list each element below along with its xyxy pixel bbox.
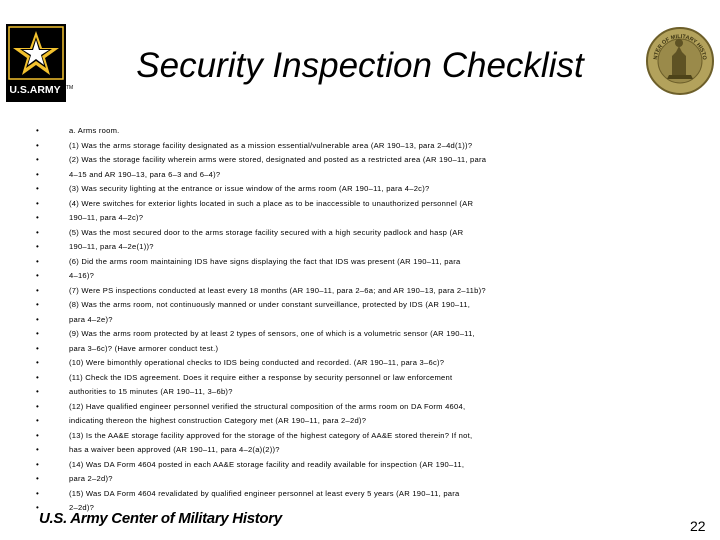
checklist-item	[36, 298, 546, 313]
checklist-item	[36, 269, 546, 284]
bullet-icon: •	[36, 126, 40, 135]
checklist-item	[36, 443, 546, 458]
footer-title: U.S. Army Center of Military History	[39, 510, 282, 527]
checklist-item-text: (12) Have qualified engineer personnel verified the structural composition of the arms room on DA Form 4604,	[69, 401, 466, 411]
bullet-icon: •	[36, 416, 40, 425]
checklist	[36, 124, 546, 516]
checklist-item	[36, 139, 546, 154]
checklist-item	[36, 458, 546, 473]
checklist-item-text: para 3–6c)? (Have armorer conduct test.)	[69, 343, 219, 353]
checklist-item-text: (2) Was the storage facility wherein arms were stored, designated and posted as a restricted area (AR 190–11, para	[69, 155, 487, 164]
bullet-icon: •	[36, 256, 40, 266]
checklist-item	[36, 342, 546, 357]
logo-text: U.S.ARMY	[9, 84, 61, 96]
checklist-item-text: (9) Was the arms room protected by at least 2 types of sensors, one of which is a volumetric sensor (AR 190–11,	[69, 329, 475, 338]
bullet-icon: •	[36, 242, 40, 251]
checklist-item	[36, 211, 546, 226]
bullet-icon: •	[36, 169, 40, 179]
checklist-item-text: a. Arms room.	[69, 126, 120, 135]
bullet-icon: •	[36, 300, 40, 309]
page-number: 22	[690, 518, 706, 534]
checklist-item-text: authorities to 15 minutes (AR 190–11, 3–6b)?	[69, 387, 233, 396]
page-title: Security Inspection Checklist	[136, 46, 584, 85]
bullet-icon: •	[36, 329, 40, 338]
checklist-item-text: (7) Were PS inspections conducted at least every 18 months (AR 190–11, para 2–6a; and AR 190–13, para 2–11b)?	[69, 285, 486, 295]
checklist-item	[36, 240, 546, 255]
bullet-icon: •	[36, 503, 40, 512]
bullet-icon: •	[36, 474, 40, 483]
bullet-icon: •	[36, 227, 40, 237]
checklist-item	[36, 153, 546, 168]
checklist-item-text: (3) Was security lighting at the entrance or issue window of the arms room (AR 190–11, para 4–2c)?	[69, 184, 430, 193]
checklist-item	[36, 255, 546, 270]
checklist-item	[36, 327, 546, 342]
checklist-item	[36, 124, 546, 139]
checklist-item-text: para 2–2d)?	[69, 474, 113, 483]
checklist-item	[36, 182, 546, 197]
checklist-item-text: (15) Was DA Form 4604 revalidated by qualified engineer personnel at least every 5 years (AR 190–11, para	[69, 488, 460, 498]
checklist-item	[36, 313, 546, 328]
checklist-item-text: (11) Check the IDS agreement. Does it require either a response by security personnel or law enforcement	[69, 372, 453, 382]
bullet-icon: •	[36, 488, 40, 498]
bullet-icon: •	[36, 430, 40, 440]
checklist-item-text: (13) Is the AA&E storage facility approved for the storage of the highest category of AA&E stored therein? If not,	[69, 430, 473, 440]
seal-text: NTER OF MILITARY HISTO	[652, 33, 708, 61]
center-of-military-history-seal	[645, 22, 715, 100]
bullet-icon: •	[36, 445, 40, 454]
checklist-item-text: (8) Was the arms room, not continuously manned or under constant surveillance, protected by IDS (AR 190–11,	[69, 300, 471, 309]
bullet-icon: •	[36, 285, 40, 295]
checklist-item-text: 4–16)?	[69, 271, 95, 280]
checklist-item	[36, 429, 546, 444]
checklist-item	[36, 487, 546, 502]
bullet-icon: •	[36, 387, 40, 396]
checklist-item-text: 190–11, para 4–2c)?	[69, 213, 144, 222]
checklist-item-text: (4) Were switches for exterior lights located in such a place as to be inaccessible to unauthorized personnel (AR	[69, 198, 474, 208]
bullet-icon: •	[36, 459, 40, 469]
bullet-icon: •	[36, 372, 40, 382]
checklist-item	[36, 414, 546, 429]
checklist-item-text: para 4–2e)?	[69, 314, 113, 324]
bullet-icon: •	[36, 314, 40, 324]
bullet-icon: •	[36, 198, 40, 208]
checklist-item-text: (10) Were bimonthly operational checks to IDS being conducted and recorded. (AR 190–11, para 3–6c)?	[69, 358, 445, 367]
checklist-item-text: (1) Was the arms storage facility designated as a mission essential/vulnerable area (AR 190–13, para 2–4d(1))?	[69, 140, 473, 150]
checklist-item	[36, 197, 546, 212]
checklist-item-text: 2–2d)?	[69, 503, 95, 512]
checklist-item	[36, 400, 546, 415]
bullet-icon: •	[36, 155, 40, 164]
checklist-item	[36, 371, 546, 386]
checklist-item-text: has a waiver been approved (AR 190–11, para 4–2(a)(2))?	[69, 445, 280, 454]
bullet-icon: •	[36, 401, 40, 411]
bullet-icon: •	[36, 184, 40, 193]
logo-trademark: TM	[66, 85, 74, 91]
checklist-item-text: (14) Was DA Form 4604 posted in each AA&E storage facility and readily available for inspection (AR 190–11,	[69, 459, 465, 469]
checklist-item-text: indicating thereon the highest construction Category met (AR 190–11, para 2–2d)?	[69, 416, 367, 425]
bullet-icon: •	[36, 213, 40, 222]
checklist-item	[36, 168, 546, 183]
bullet-icon: •	[36, 343, 40, 353]
checklist-item-text: 4–15 and AR 190–13, para 6–3 and 6–4)?	[69, 169, 221, 179]
bullet-icon: •	[36, 271, 40, 280]
checklist-item	[36, 356, 546, 371]
checklist-item	[36, 284, 546, 299]
checklist-item	[36, 385, 546, 400]
checklist-item	[36, 472, 546, 487]
checklist-item-text: (6) Did the arms room maintaining IDS have signs displaying the fact that IDS was present (AR 190–11, para	[69, 256, 461, 266]
bullet-icon: •	[36, 140, 40, 150]
checklist-item	[36, 226, 546, 241]
checklist-item-text: (5) Was the most secured door to the arms storage facility secured with a high security padlock and hasp (AR	[69, 227, 464, 237]
bullet-icon: •	[36, 358, 40, 367]
checklist-item-text: 190–11, para 4–2e(1))?	[69, 242, 154, 251]
